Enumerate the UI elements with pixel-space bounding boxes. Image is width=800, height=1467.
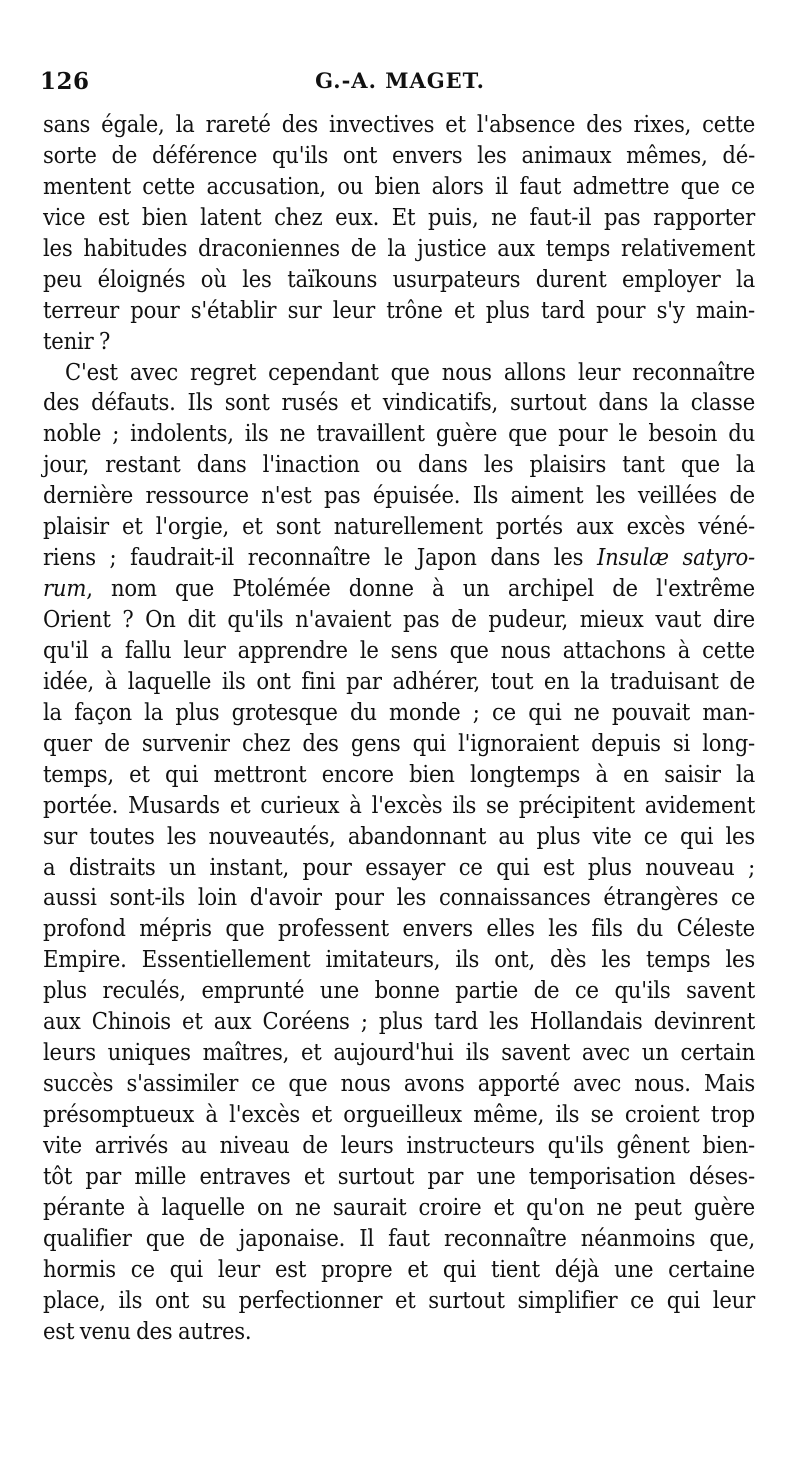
text-line: a distraits un instant, pour essayer ce qui est plus nouveau ; — [43, 852, 755, 881]
text-line: quer de survenir chez des gens qui l'ignoraient depuis si long- — [43, 728, 755, 757]
text-line: dernière ressource n'est pas épuisée. Ils aiment les veillées de — [43, 481, 755, 510]
text-line: aussi sont-ils loin d'avoir pour les connaissances étrangères ce — [43, 883, 755, 912]
text-line: tenir ? — [43, 326, 111, 355]
text-line: Orient ? On dit qu'ils n'avaient pas de pudeur, mieux vaut dire — [43, 605, 755, 633]
text-line: mentent cette accusation, ou bien alors il faut admettre que ce — [43, 171, 755, 200]
text-line: est venu des autres. — [43, 1316, 252, 1345]
text-line: place, ils ont su perfectionner et surtout simplifier ce qui leur — [43, 1285, 755, 1314]
text-line: présomptueux à l'excès et orgueilleux même, ils se croient trop — [43, 1100, 755, 1128]
text-line — [43, 573, 755, 604]
text-line-segment: riens ; faudrait-il reconnaître le Japon dans les — [43, 543, 597, 572]
text-line: sur toutes les nouveautés, abandonnant au plus vite ce qui les — [43, 821, 755, 850]
text-line: peu éloignés où les taïkouns usurpateurs durent employer la — [43, 264, 755, 293]
text-line: vite arrivés au niveau de leurs instructeurs qu'ils gênent bien- — [43, 1130, 755, 1159]
text-line: temps, et qui mettront encore bien longtemps à en saisir la — [43, 759, 755, 788]
text-line: leurs uniques maîtres, et aujourd'hui ils savent avec un certain — [43, 1038, 755, 1067]
text-line: portée. Musards et curieux à l'excès ils se précipitent avidement — [43, 790, 755, 819]
text-line: aux Chinois et aux Coréens ; plus tard les Hollandais devinrent — [43, 1007, 755, 1036]
text-line: profond mépris que professent envers elles les fils du Céleste — [43, 914, 755, 943]
body-text — [43, 109, 755, 1347]
text-line: des défauts. Ils sont rusés et vindicatifs, surtout dans la classe — [43, 388, 755, 417]
text-line: qu'il a fallu leur apprendre le sens que nous attachons à cette — [43, 635, 755, 664]
page-number: 126 — [40, 68, 90, 95]
text-line: jour, restant dans l'inaction ou dans les plaisirs tant que la — [43, 450, 755, 479]
text-line: C'est avec regret cependant que nous allons leur reconnaître — [65, 357, 755, 386]
text-line: sans égale, la rareté des invectives et l'absence des rixes, cette — [43, 110, 755, 138]
text-line: Empire. Essentiellement imitateurs, ils ont, dès les temps les — [43, 945, 755, 974]
text-line: pérante à laquelle on ne saurait croire et qu'on ne peut guère — [43, 1192, 755, 1221]
text-line: plus reculés, emprunté une bonne partie de ce qu'ils savent — [43, 976, 755, 1005]
text-line: qualifier que de japonaise. Il faut reconnaître néanmoins que, — [43, 1223, 755, 1252]
page-header — [40, 60, 760, 94]
text-line: tôt par mille entraves et surtout par une temporisation déses- — [43, 1161, 755, 1190]
text-line: sorte de déférence qu'ils ont envers les animaux mêmes, dé- — [43, 140, 755, 169]
text-line: noble ; indolents, ils ne travaillent guère que pour le besoin du — [43, 419, 755, 448]
text-line: hormis ce qui leur est propre et qui tient déjà une certaine — [43, 1254, 755, 1283]
text-line: terreur pour s'établir sur leur trône et plus tard pour s'y main- — [43, 295, 755, 324]
text-line: la façon la plus grotesque du monde ; ce qui ne pouvait man- — [43, 697, 755, 726]
text-line-segment: , nom que Ptolémée donne à un archipel de l'extrême — [86, 574, 755, 603]
text-line: idée, à laquelle ils ont fini par adhérer, tout en la traduisant de — [43, 666, 755, 695]
text-line: les habitudes draconiennes de la justice aux temps relativement — [43, 233, 755, 262]
text-line: vice est bien latent chez eux. Et puis, ne faut-il pas rapporter — [43, 202, 755, 231]
italic-term: Insulæ satyro- — [596, 543, 755, 572]
italic-term: rum — [43, 574, 87, 603]
running-head: G.-A. MAGET. — [315, 68, 485, 93]
text-line — [43, 542, 755, 573]
text-line: succès s'assimiler ce que nous avons apporté avec nous. Mais — [43, 1069, 755, 1098]
text-line: plaisir et l'orgie, et sont naturellement portés aux excès véné- — [43, 512, 755, 541]
